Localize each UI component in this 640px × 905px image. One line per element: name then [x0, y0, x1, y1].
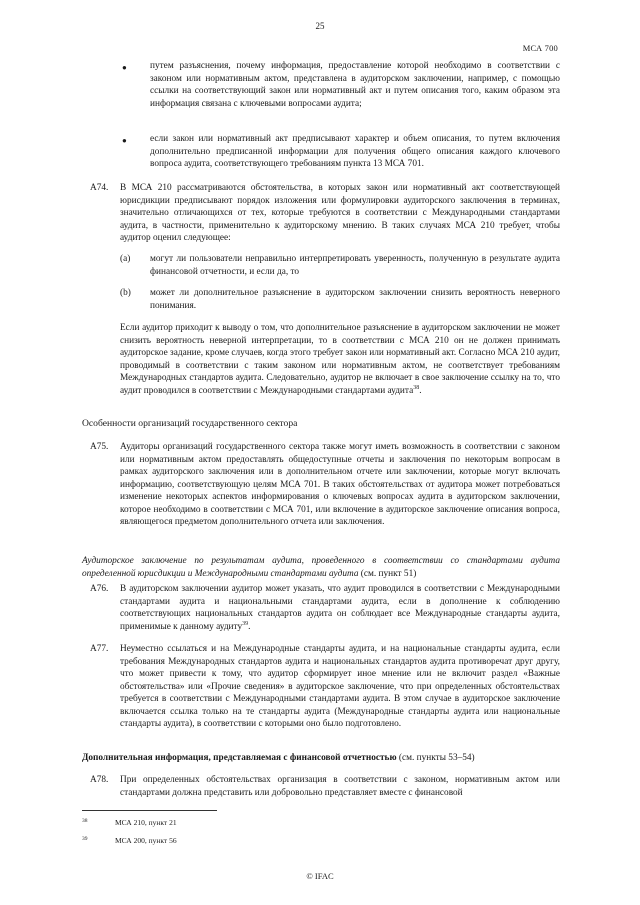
heading-italic: Аудиторское заключение по результатам аудита, проведенного в соответствии со стандартами аудита определенной юрисдикции и Международными стандартами аудита [82, 556, 560, 579]
paragraph-number: A77. [90, 644, 109, 654]
paragraph-text: Неуместно ссылаться и на Международные стандарты аудита, и на национальные стандарты аудита, если требования Международных стандартов аудита и национальных стандартов аудита противоречат друг другу, что может привести к тому, что аудитор сформирует иное мнение или не включит раздел «Важные обстоятельства» или «Прочие сведения» в аудиторское заключение, что при определенных обстоятельствах требуется в соответствии с Международными стандартами аудита. В этом случае в аудиторское заключение включается ссылка только на те стандарты аудита (Международные стандарты аудита или национальные стандарты аудита), в соответствии с которыми оно было подготовлено. [120, 644, 560, 729]
list-item-text: могут ли пользователи неправильно интерпретировать уверенность, полученную в результате аудита финансовой отчетности, и если да, то [150, 254, 560, 277]
footnote-number: 39 [82, 836, 88, 842]
section-heading [82, 555, 560, 580]
paragraph-text: В МСА 210 рассматриваются обстоятельства, в которых закон или нормативный акт соответствующей юрисдикции предписывают порядок изложения или формулировки аудиторского заключения в терминах, значительно отличающихся от тех, которые требуются в соответствии с Международными стандартами аудита, в частности, применительно к аудиторскому мнению. В таких случаях МСА 210 требует, чтобы аудитор оценил следующее: [120, 183, 560, 243]
section-heading: Особенности организаций государственного сектора [82, 418, 298, 429]
list-label: (b) [120, 288, 131, 298]
footnote-ref: 38 [413, 384, 420, 391]
list-item-text: может ли дополнительное разъяснение в аудиторском заключении снизить вероятность неверного понимания. [150, 288, 560, 311]
paragraph-text: В аудиторском заключении аудитор может указать, что аудит проводился в соответствии с Международными стандартами аудита и национальными стандартами аудита, если в дополнение к соблюдению соответствующих национальных стандартов аудита он соблюдает все Международные стандарты аудита, применимые к данному аудиту$^{39}$. [120, 584, 560, 632]
footnote-text: МСА 210, пункт 21 [115, 818, 177, 827]
document-code: МСА 700 [522, 43, 558, 53]
paragraph-number: A76. [90, 584, 109, 594]
paragraph-text: Аудиторы организаций государственного сектора также могут иметь возможность в соответствии с законом или нормативным актом предоставлять общедоступные отчеты и заключения по некоторым вопросам в рамках аудиторского заключения или в дополнительном отчете или заключении, которые могут включать информацию, соответствующую целям МСА 701. В таких обстоятельствах от аудитора может потребоваться изменение некоторых аспектов информирования о ключевых вопросах аудита в аудиторском заключении, которое необходимо в соответствии с МСА 701, или включение в аудиторское заключение описания вопроса, являющегося предметом дополнительного отчета или заключения. [120, 442, 560, 527]
continuation-text: Если аудитор приходит к выводу о том, что дополнительное разъяснение в аудиторском заключении не может снизить вероятность неверной интерпретации, то в соответствии с МСА 210 он не должен принимать аудиторское задание, кроме случаев, когда этого требует закон или нормативный акт. Согласно МСА 210 аудит, проводимый в соответствии с таким законом или нормативным актом, не соответствует требованиям Международных стандартов аудита. Следовательно, аудитор не включает в свое заключение ссылку на то, что аудит проводился в соответствии с Международными стандартами аудита [120, 323, 560, 396]
list-label: (a) [120, 254, 131, 264]
bullet-icon: ● [122, 63, 127, 72]
paragraph-number: A74. [90, 183, 109, 193]
footnote-ref: 39 [242, 620, 249, 627]
footnote-number: 38 [82, 818, 88, 824]
heading-ref: (см. пункт 51) [358, 568, 417, 579]
page-footer: © IFAC [306, 871, 334, 881]
paragraph-text: При определенных обстоятельствах организация в соответствии с законом, нормативным актом или стандартами должна представить или добровольно представляет вместе с финансовой [120, 775, 560, 798]
paragraph-continuation: Если аудитор приходит к выводу о том, что дополнительное разъяснение в аудиторском заключении не может снизить вероятность неверной интерпретации, то в соответствии с МСА 210 он не должен принимать аудиторское задание, кроме случаев, когда этого требует закон или нормативный акт. Согласно МСА 210 аудит, проводимый в соответствии с таким законом или нормативным актом, не соответствует требованиям Международных стандартов аудита. Следовательно, аудитор не включает в свое заключение ссылку на то, что аудит проводился в соответствии с Международными стандартами аудита$^{38}$. [120, 323, 560, 396]
footnote-separator [82, 810, 217, 811]
footnote-text: МСА 200, пункт 56 [115, 836, 177, 845]
bullet-icon: ● [122, 136, 127, 145]
heading-bold: Дополнительная информация, представляемая с финансовой отчетностью [82, 753, 397, 763]
section-heading [82, 752, 560, 765]
page-number: 25 [315, 21, 325, 31]
paragraph-number: A78. [90, 775, 109, 785]
bullet-text: если закон или нормативный акт предписывают характер и объем описания, то путем включения дополнительно предписанной информации для получения общего описания каждого ключевого вопроса аудита, соответствующего требованиям пункта 13 МСА 701. [150, 134, 560, 169]
paragraph-number: A75. [90, 442, 109, 452]
heading-ref: (см. пункты 53–54) [396, 753, 475, 763]
bullet-text: путем разъяснения, почему информация, предоставление которой необходимо в соответствии с законом или нормативным актом, представлена в аудиторском заключении, например, с помощью ссылки на соответствующий закон или нормативный акт и путем описания того, каким образом эта информация связана с ключевыми вопросами аудита; [150, 61, 560, 109]
a76-text: В аудиторском заключении аудитор может указать, что аудит проводился в соответствии с Международными стандартами аудита и национальными стандартами аудита, если в дополнение к соблюдению соответствующих национальных стандартов аудита он соблюдает все Международные стандарты аудита, применимые к данному аудиту [120, 584, 560, 632]
